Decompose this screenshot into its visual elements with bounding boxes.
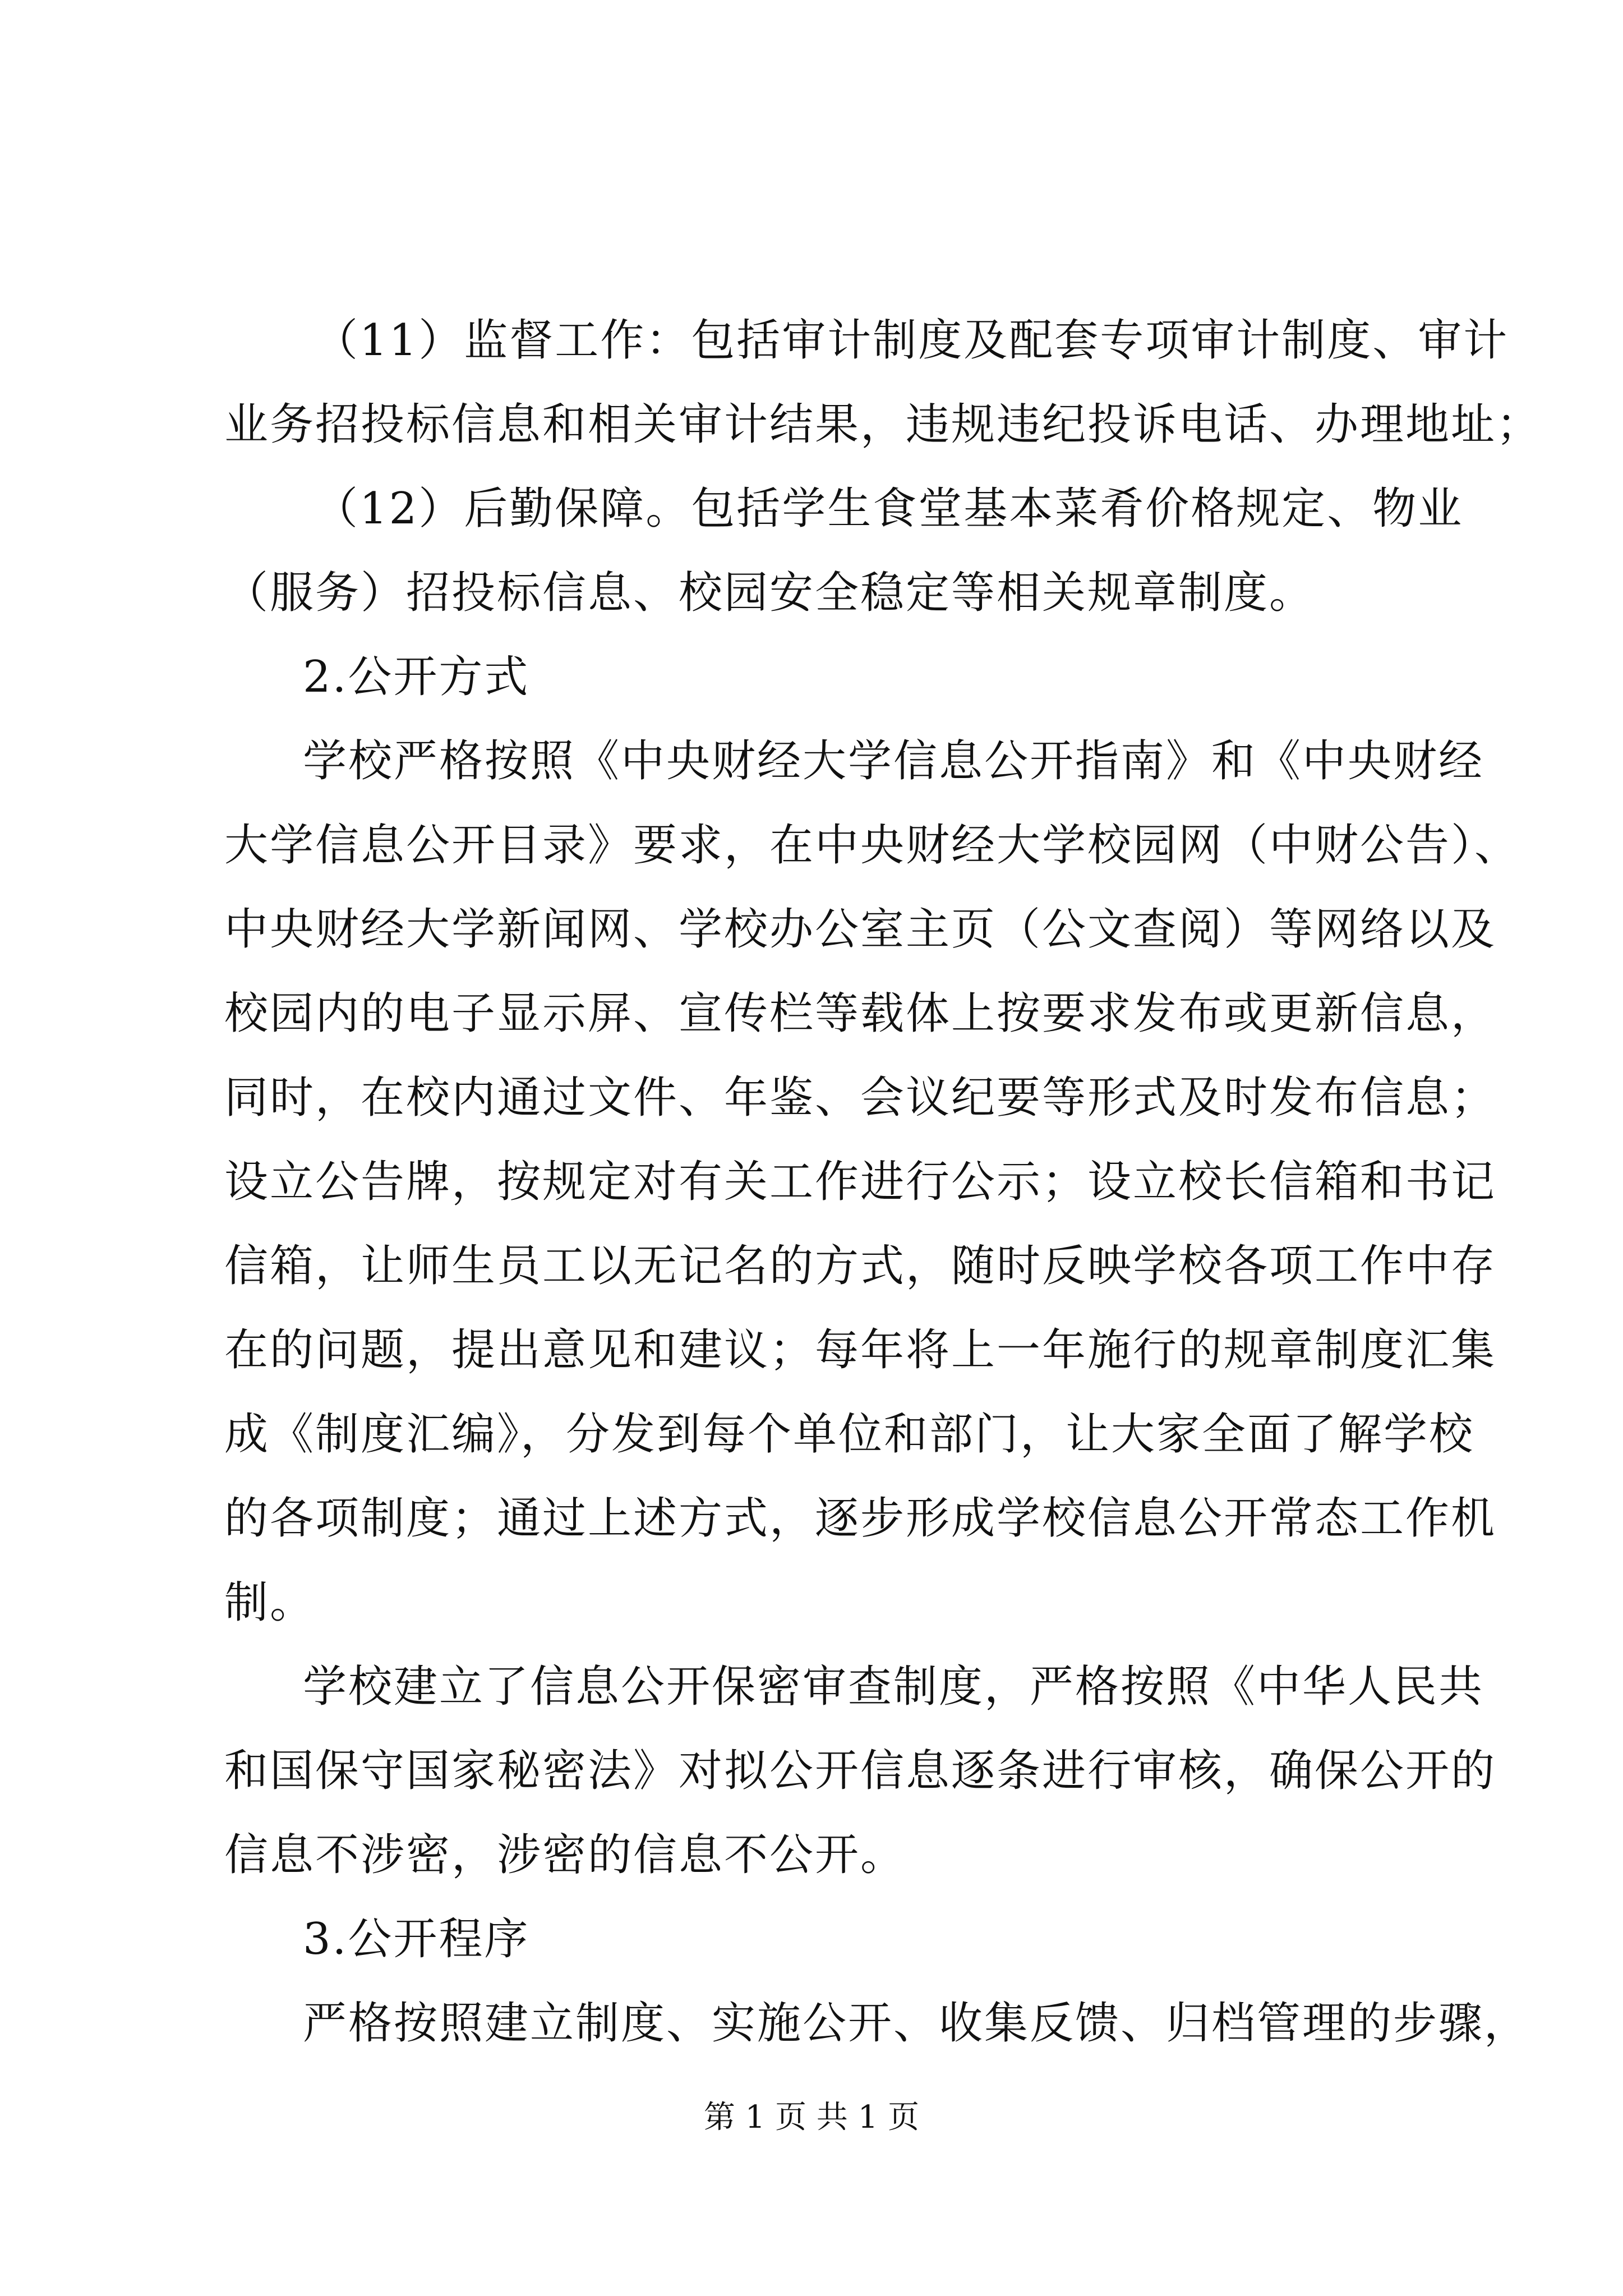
section-heading: 2.公开方式	[303, 652, 530, 702]
text-line: 大学信息公开目录》要求，在中央财经大学校园网（中财公告）、	[224, 820, 1520, 871]
text-line: 信箱，让师生员工以无记名的方式，随时反映学校各项工作中存	[224, 1241, 1497, 1291]
text-line: 在的问题，提出意见和建议；每年将上一年施行的规章制度汇集	[224, 1325, 1497, 1375]
text-line: （12）后勤保障。包括学生食堂基本菜肴价格规定、物业	[314, 484, 1464, 534]
text-line: 严格按照建立制度、实施公开、收集反馈、归档管理的步骤，	[303, 1998, 1530, 2049]
section-heading: 3.公开程序	[303, 1914, 530, 1964]
text-line: （服务）招投标信息、校园安全稳定等相关规章制度。	[224, 568, 1315, 618]
text-line: 信息不涉密，涉密的信息不公开。	[224, 1830, 906, 1880]
text-line: 的各项制度；通过上述方式，逐步形成学校信息公开常态工作机	[224, 1493, 1497, 1544]
text-line: 和国保守国家秘密法》对拟公开信息逐条进行审核，确保公开的	[224, 1746, 1497, 1796]
text-line: 业务招投标信息和相关审计结果，违规违纪投诉电话、办理地址；	[224, 399, 1542, 450]
text-line: 同时，在校内通过文件、年鉴、会议纪要等形式及时发布信息；	[224, 1073, 1497, 1123]
text-line: 学校建立了信息公开保密审查制度，严格按照《中华人民共	[303, 1662, 1484, 1712]
text-line: 校园内的电子显示屏、宣传栏等载体上按要求发布或更新信息，	[224, 988, 1497, 1039]
text-line: 学校严格按照《中央财经大学信息公开指南》和《中央财经	[303, 736, 1484, 786]
page-number-footer: 第 1 页 共 1 页	[703, 2099, 920, 2136]
text-line: 设立公告牌，按规定对有关工作进行公示；设立校长信箱和书记	[224, 1157, 1497, 1207]
text-line: 制。	[224, 1577, 316, 1628]
text-line: 中央财经大学新闻网、学校办公室主页（公文查阅）等网络以及	[224, 904, 1497, 955]
text-line: 成《制度汇编》，分发到每个单位和部门，让大家全面了解学校	[224, 1409, 1475, 1460]
text-line: （11）监督工作：包括审计制度及配套专项审计制度、审计	[314, 315, 1509, 366]
